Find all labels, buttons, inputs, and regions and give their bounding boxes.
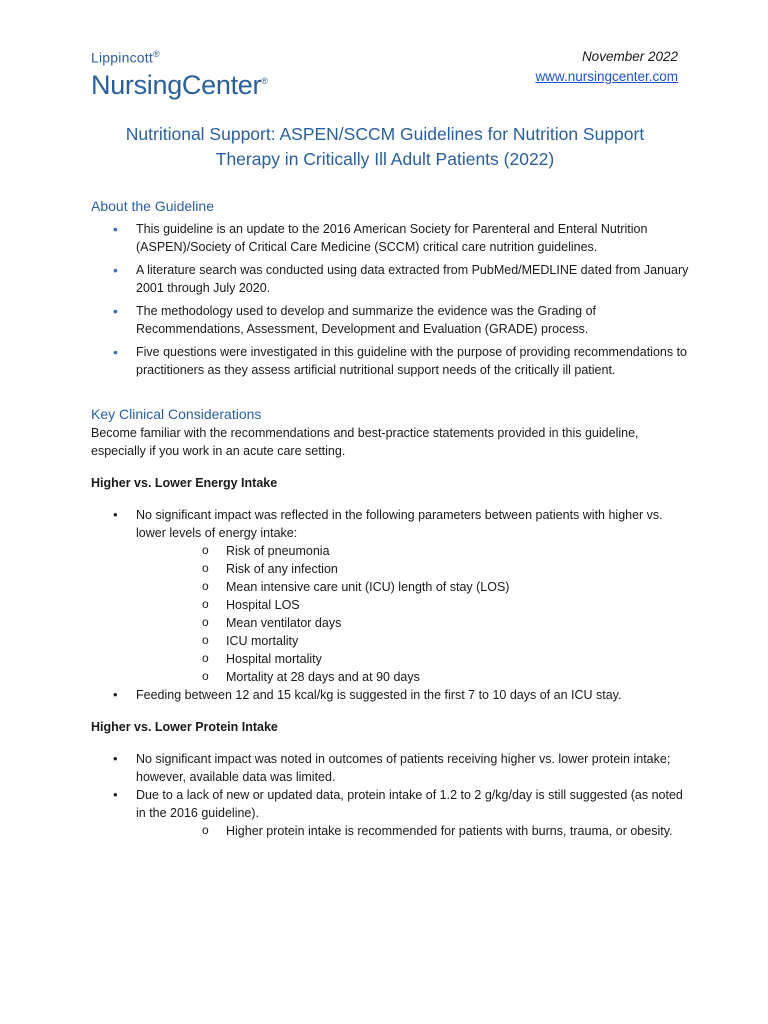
list-item: o Mortality at 28 days and at 90 days — [202, 669, 420, 684]
list-item: • A literature search was conducted using data extracted from PubMed/MEDLINE dated from January 2001 through July 2020. — [113, 262, 689, 295]
list-item: • No significant impact was reflected in the following parameters between patients with higher vs. lower levels of energy intake: o Risk of pneumonia o Risk of any infection o Mean intensive care unit (ICU) length of stay (LOS) o Hospital LOS o Mean ventilator days o ICU mortality o Hospital mortality o Mortality at 28 days and at 90 days — [91, 506, 691, 686]
bullet-icon: • — [113, 751, 118, 766]
bullet-icon: • — [113, 303, 118, 319]
list-item: • Five questions were investigated in this guideline with the purpose of providing recommendations to practitioners as they assess artificial nutritional support needs of the critically ill patient. — [113, 344, 688, 377]
logo-reg-mark-2: ® — [261, 75, 268, 86]
list-item: • The methodology used to develop and summarize the evidence was the Grading of Recommendations, Assessment, Development and Evaluation (GRADE) process. — [113, 303, 596, 336]
bullet-icon: • — [113, 262, 118, 278]
list-item: o Hospital LOS — [202, 597, 300, 612]
site-link[interactable]: www.nursingcenter.com — [535, 69, 678, 84]
bullet-icon: • — [113, 221, 118, 237]
logo-nursingcenter-text: NursingCenter — [91, 69, 262, 100]
energy-parameters-list — [136, 542, 691, 686]
header-meta — [535, 47, 678, 87]
list-item: o ICU mortality — [202, 633, 299, 648]
about-heading: About the Guideline — [91, 198, 214, 214]
protein-intake-heading: Higher vs. Lower Protein Intake — [91, 720, 278, 734]
key-considerations-heading: Key Clinical Considerations — [91, 406, 262, 422]
list-item: • Due to a lack of new or updated data, protein intake of 1.2 to 2 g/kg/day is still suggested (as noted in the 2016 guideline). o Higher protein intake is recommended for patients with burns, trauma, or obesity. — [91, 786, 691, 840]
title-line-2: Therapy in Critically Ill Adult Patients (2022) — [215, 149, 555, 169]
bullet-icon: • — [113, 687, 118, 702]
list-item: o Higher protein intake is recommended for patients with burns, trauma, or obesity. — [202, 823, 673, 838]
energy-list — [91, 506, 691, 704]
hollow-bullet-icon: o — [202, 615, 209, 629]
list-item: • This guideline is an update to the 2016 American Society for Parenteral and Enteral Nutrition (ASPEN)/Society of Critical Care Medicine (SCCM) critical care nutrition guidelines. — [113, 221, 648, 254]
hollow-bullet-icon: o — [202, 543, 209, 557]
logo-lippincott-text: Lippincott — [91, 49, 153, 66]
list-item: o Mean ventilator days — [202, 615, 342, 630]
title-line-1: Nutritional Support: ASPEN/SCCM Guidelines for Nutrition Support — [125, 124, 645, 144]
hollow-bullet-icon: o — [202, 597, 209, 611]
hollow-bullet-icon: o — [202, 669, 209, 683]
protein-sub-list — [136, 822, 691, 840]
about-list — [91, 220, 691, 379]
document-body — [91, 196, 691, 840]
bullet-icon: • — [113, 507, 118, 522]
list-item: o Mean intensive care unit (ICU) length of stay (LOS) — [202, 579, 510, 594]
hollow-bullet-icon: o — [202, 561, 209, 575]
logo-reg-mark: ® — [152, 49, 160, 59]
protein-list — [91, 750, 691, 840]
bullet-icon: • — [113, 344, 118, 360]
list-item: o Hospital mortality — [202, 651, 322, 666]
list-item: o Risk of pneumonia — [202, 543, 330, 558]
bullet-icon: • — [113, 787, 118, 802]
energy-intake-heading: Higher vs. Lower Energy Intake — [91, 476, 278, 490]
page-title — [91, 122, 679, 172]
list-item: o Risk of any infection — [202, 561, 338, 576]
publication-date: November 2022 — [581, 49, 678, 64]
hollow-bullet-icon: o — [202, 579, 209, 593]
hollow-bullet-icon: o — [202, 823, 209, 837]
key-considerations-intro: Become familiar with the recommendations and best-practice statements provided in this guideline, especially if you work in an acute care setting. — [91, 426, 639, 458]
list-item: • No significant impact was noted in outcomes of patients receiving higher vs. lower protein intake; however, available data was limited. — [113, 751, 671, 784]
lippincott-nursingcenter-logo[interactable] — [91, 46, 268, 100]
hollow-bullet-icon: o — [202, 633, 209, 647]
hollow-bullet-icon: o — [202, 651, 209, 665]
list-item: • Feeding between 12 and 15 kcal/kg is suggested in the first 7 to 10 days of an ICU stay. — [113, 687, 622, 702]
